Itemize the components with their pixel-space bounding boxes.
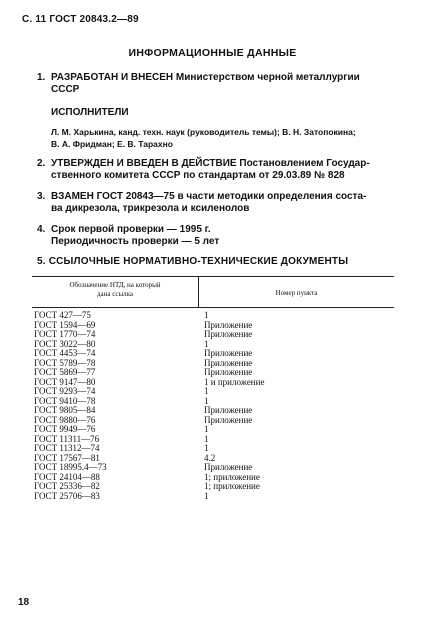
table-cell-point: 1 xyxy=(204,443,209,453)
table-cell-point: Приложение xyxy=(204,462,253,472)
section-2-line-1: УТВЕРЖДЕН И ВВЕДЕН В ДЕЙСТВИЕ Постановлением Государ- xyxy=(51,158,370,169)
page-number: 18 xyxy=(18,597,30,608)
table-cell-doc: ГОСТ 1594—69 xyxy=(34,319,96,330)
section-3 xyxy=(37,191,407,215)
table-body xyxy=(34,311,404,501)
ispolniteli-title: ИСПОЛНИТЕЛИ xyxy=(51,107,129,118)
table-cell-point: 1 xyxy=(204,433,209,444)
table-cell-doc: ГОСТ 9880—76 xyxy=(34,414,96,425)
table-cell-point: Приложение xyxy=(204,405,253,415)
ispolniteli-line-2: В. А. Фридман; Е. В. Тарахно xyxy=(51,139,173,149)
table-cell-doc: ГОСТ 3022—80 xyxy=(34,338,96,349)
table-cell-doc: ГОСТ 9147—80 xyxy=(34,376,96,387)
table-cell-point: 1 xyxy=(204,310,209,320)
table-row xyxy=(34,492,404,502)
table-cell-doc: ГОСТ 9949—76 xyxy=(34,424,96,434)
table-cell-point: Приложение xyxy=(204,319,253,330)
table-header xyxy=(32,276,394,308)
table-cell-point: Приложение xyxy=(204,348,253,358)
section-4-line-2: Периодичность проверки — 5 лет xyxy=(51,236,220,247)
section-1 xyxy=(37,72,407,96)
table-cell-doc: ГОСТ 9410—78 xyxy=(34,395,96,406)
table-cell-doc: ГОСТ 5869—77 xyxy=(34,367,96,377)
section-1-number: 1. xyxy=(37,72,46,83)
table-cell-point: 1 xyxy=(204,424,209,434)
table-cell-doc: ГОСТ 9293—74 xyxy=(34,386,96,396)
section-1-line-2: СССР xyxy=(51,84,80,95)
section-2-line-2: ственного комитета СССР по стандартам от 29.03.89 № 828 xyxy=(51,170,345,181)
table-cell-doc: ГОСТ 25706—83 xyxy=(34,490,100,501)
table-cell-doc: ГОСТ 427—75 xyxy=(34,310,91,320)
table-cell-doc: ГОСТ 4453—74 xyxy=(34,348,96,358)
table-cell-point: 1 xyxy=(204,490,209,501)
section-5-title: 5. ССЫЛОЧНЫЕ НОРМАТИВНО-ТЕХНИЧЕСКИЕ ДОКУМЕНТЫ xyxy=(37,256,349,267)
table-cell-point: 1 и приложение xyxy=(204,376,265,387)
table-cell-doc: ГОСТ 17567—81 xyxy=(34,452,100,463)
table-col1-header-line-1: Обозначение НТД, на который xyxy=(69,281,161,289)
table-cell-point: 4.2 xyxy=(204,452,216,463)
main-title: ИНФОРМАЦИОННЫЕ ДАННЫЕ xyxy=(128,47,297,59)
ispolniteli-body xyxy=(51,126,411,150)
table-cell-doc: ГОСТ 24104—88 xyxy=(34,471,100,482)
table-cell-doc: ГОСТ 11312—74 xyxy=(34,443,100,453)
table-cell-point: Приложение xyxy=(204,367,253,377)
section-2 xyxy=(37,158,407,182)
section-3-number: 3. xyxy=(37,191,46,202)
table-cell-point: 1 xyxy=(204,386,209,396)
page-header: С. 11 ГОСТ 20843.2—89 xyxy=(22,14,139,25)
table-cell-point: Приложение xyxy=(204,357,253,368)
table-cell-doc: ГОСТ 9805—84 xyxy=(34,405,96,415)
section-4-line-1: Срок первой проверки — 1995 г. xyxy=(51,224,211,235)
table-cell-point: Приложение xyxy=(204,414,253,425)
section-1-line-1: РАЗРАБОТАН И ВНЕСЕН Министерством черной металлургии xyxy=(51,72,360,83)
section-2-number: 2. xyxy=(37,158,46,169)
section-3-line-2: ва дикрезола, трикрезола и ксиленолов xyxy=(51,203,250,214)
table-cell-point: 1 xyxy=(204,395,209,406)
table-col1-header xyxy=(32,281,198,299)
table-cell-point: 1; приложение xyxy=(204,471,260,482)
section-3-line-1: ВЗАМЕН ГОСТ 20843—75 в части методики определения соста- xyxy=(51,191,367,202)
ispolniteli-line-1: Л. М. Харькина, канд. техн. наук (руководитель темы); В. Н. Затопокина; xyxy=(51,127,356,137)
table-cell-doc: ГОСТ 11311—76 xyxy=(34,433,100,444)
table-cell-point: Приложение xyxy=(204,329,253,339)
table-col1-header-line-2: дана ссылка xyxy=(96,290,134,298)
section-4-number: 4. xyxy=(37,224,46,235)
table-col2-header: Номер пункта xyxy=(275,289,318,297)
table-cell-doc: ГОСТ 5789—78 xyxy=(34,357,96,368)
table-cell-doc: ГОСТ 18995.4—73 xyxy=(34,462,107,472)
table-cell-doc: ГОСТ 25336—82 xyxy=(34,481,100,491)
section-4 xyxy=(37,224,407,248)
table-cell-point: 1 xyxy=(204,338,209,349)
table-cell-doc: ГОСТ 1770—74 xyxy=(34,329,96,339)
table-cell-point: 1; приложение xyxy=(204,481,260,491)
